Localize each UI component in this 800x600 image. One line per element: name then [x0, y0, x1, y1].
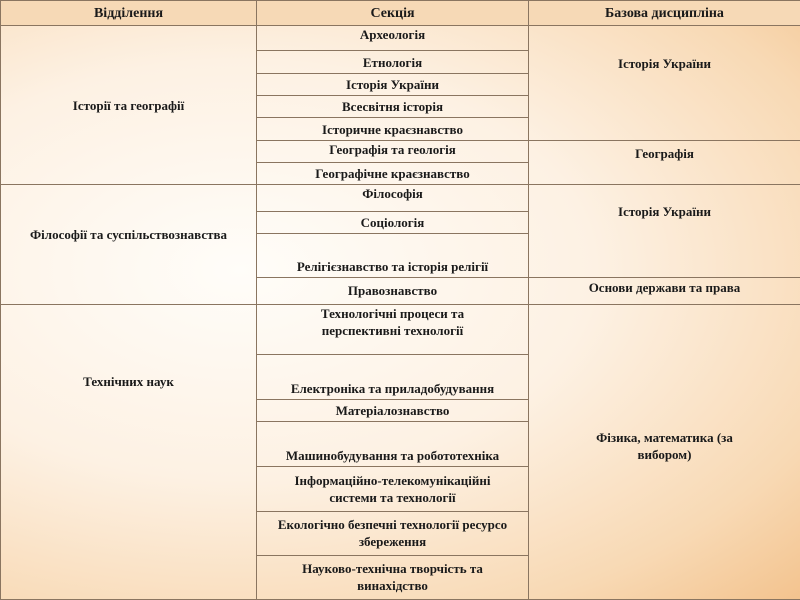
header-department: Відділення	[1, 1, 257, 26]
discipline-text: Фізика, математика (за вибором)	[596, 429, 733, 462]
header-section: Секція	[257, 1, 529, 26]
header-row	[1, 1, 800, 26]
department-philosophy-social: Філософії та суспільствознавства	[1, 185, 257, 304]
section-cell: Правознавство	[257, 277, 529, 304]
section-cell: Етнологія	[257, 51, 529, 74]
discipline-cell: Історія України	[529, 185, 800, 277]
table-row	[1, 26, 800, 51]
discipline-cell: Географія	[529, 141, 800, 185]
header-discipline: Базова дисципліна	[529, 1, 800, 26]
section-cell: Машинобудування та робототехніка	[257, 422, 529, 467]
section-cell: Екологічно безпечні технології ресурсо збереження	[257, 511, 529, 555]
discipline-cell: Основи держави та права	[529, 277, 800, 304]
table-row	[1, 185, 800, 211]
section-cell: Електроніка та приладобудування	[257, 355, 529, 400]
section-cell: Науково-технічна творчість та винахідство	[257, 555, 529, 599]
section-cell: Матеріалознавство	[257, 400, 529, 422]
section-cell: Інформаційно-телекомунікаційні системи та технології	[257, 467, 529, 511]
department-technical: Технічних наук	[1, 304, 257, 599]
section-cell: Географія та геологія	[257, 141, 529, 163]
section-cell: Релігієзнавство та історія релігії	[257, 233, 529, 277]
department-history-geography: Історії та географії	[1, 26, 257, 185]
section-cell: Історичне краєзнавство	[257, 118, 529, 141]
section-cell: Археологія	[257, 26, 529, 51]
discipline-cell: Історія України	[529, 26, 800, 141]
section-cell: Соціологія	[257, 211, 529, 233]
section-cell: Всесвітня історія	[257, 96, 529, 118]
section-cell: Технологічні процеси та перспективні технології	[257, 304, 529, 354]
table-row	[1, 304, 800, 354]
section-cell: Історія України	[257, 74, 529, 96]
section-cell: Географічне краєзнавство	[257, 163, 529, 185]
discipline-cell	[529, 304, 800, 599]
section-cell: Філософія	[257, 185, 529, 211]
